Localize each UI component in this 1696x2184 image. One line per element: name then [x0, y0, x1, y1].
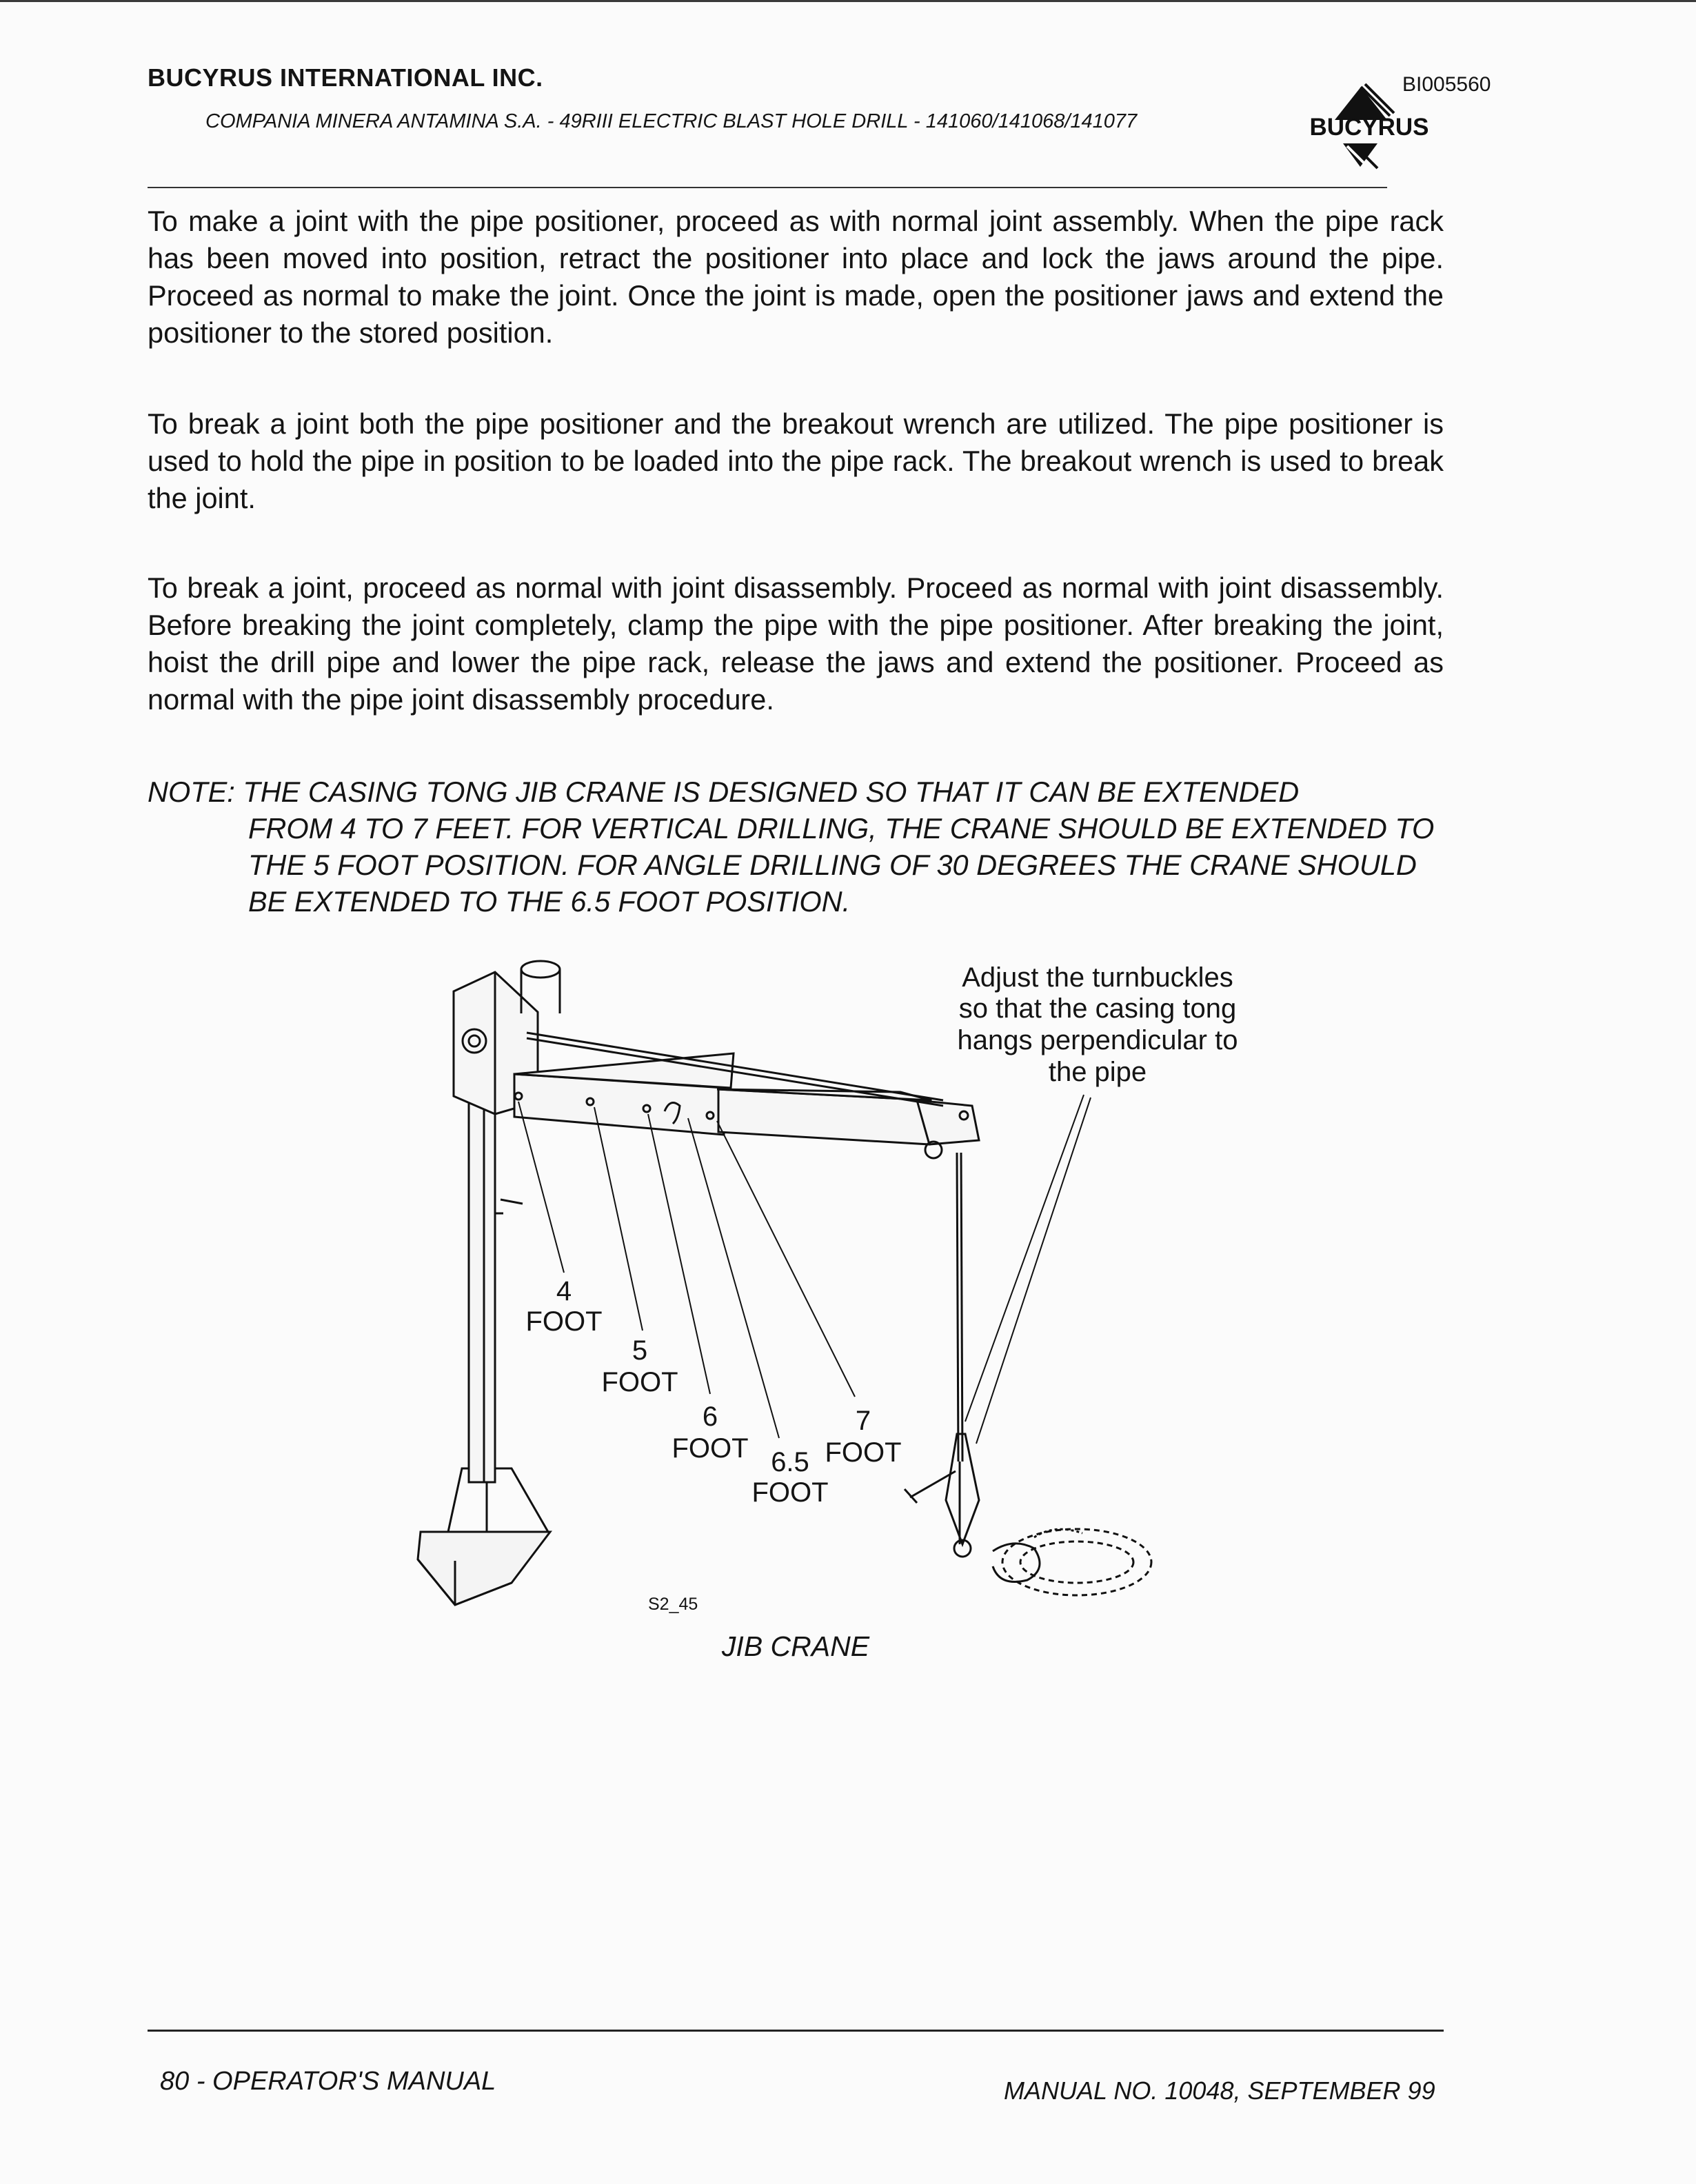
paragraph-break-joint-procedure: To break a joint, proceed as normal with joint disassembly. Proceed as normal with joint disassembly. Before breaking the joint completely, clamp the pipe with the pipe positioner. After breaking the joint, hoist the drill pipe and lower the pipe rack, release the jaws and extend the positioner. Proceed as normal with the pipe joint disassembly procedure.: [148, 572, 1444, 716]
crane-drawing: [418, 961, 1151, 1605]
bucyrus-logo: [1293, 77, 1445, 174]
document-id: BI005560: [1402, 73, 1491, 96]
logo-wordmark: BUCYRUS: [1309, 114, 1429, 141]
figure-caption: JIB CRANE: [721, 1630, 870, 1662]
position-6-5-unit: FOOT: [751, 1477, 829, 1508]
position-6-5-value: 6.5: [771, 1447, 809, 1477]
note-continuation: FROM 4 TO 7 FEET. FOR VERTICAL DRILLING, THE CRANE SHOULD BE EXTENDED TO THE 5 FOOT POSITION. FOR ANGLE DRILLING OF 30 DEGREES THE CRANE SHOULD BE EXTENDED TO THE 6.5 FOOT POSITION.: [248, 812, 1435, 918]
callout-line-2: so that the casing tong: [958, 993, 1237, 1024]
footer-page-label: 80 - OPERATOR'S MANUAL: [160, 2067, 496, 2096]
paragraph-make-joint: To make a joint with the pipe positioner, proceed as with normal joint assembly. When the pipe rack has been moved into position, retract the positioner into place and lock the jaws around the pipe. Proceed as normal to make the joint. Once the joint is made, open the positioner jaws and extend the positioner to the stored position.: [148, 205, 1444, 349]
position-5-unit: FOOT: [601, 1367, 678, 1397]
position-6-unit: FOOT: [672, 1433, 749, 1464]
note-first-line: NOTE: THE CASING TONG JIB CRANE IS DESIGNED SO THAT IT CAN BE EXTENDED: [148, 776, 1300, 808]
header-rule: [148, 187, 1387, 188]
position-6-value: 6: [702, 1402, 718, 1432]
position-5-value: 5: [632, 1335, 648, 1366]
note-block: [148, 774, 1444, 920]
position-7-value: 7: [855, 1406, 871, 1436]
callout-turnbuckles: [958, 962, 1238, 1087]
footer-rule: [148, 2030, 1444, 2032]
position-7-unit: FOOT: [825, 1437, 902, 1468]
footer-manual-number: MANUAL NO. 10048, SEPTEMBER 99: [1004, 2076, 1435, 2105]
document-subtitle: COMPANIA MINERA ANTAMINA S.A. - 49RIII ELECTRIC BLAST HOLE DRILL - 141060/141068/141077: [205, 110, 1138, 132]
position-4-value: 4: [556, 1276, 572, 1306]
paragraph-break-joint-tools: To break a joint both the pipe positioner and the breakout wrench are utilized. The pipe positioner is used to hold the pipe in position to be loaded into the pipe rack. The breakout wrench is used to break the joint.: [148, 407, 1444, 514]
position-labels: [525, 1276, 901, 1508]
callout-line-3: hangs perpendicular to: [957, 1025, 1238, 1055]
callout-line-4: the pipe: [1048, 1057, 1147, 1087]
position-4-unit: FOOT: [525, 1306, 603, 1337]
company-name: BUCYRUS INTERNATIONAL INC.: [148, 63, 543, 92]
jib-crane-figure: [0, 944, 1696, 1668]
callout-line-1: Adjust the turnbuckles: [962, 962, 1233, 993]
top-border-rule: [0, 0, 1696, 2]
figure-id: S2_45: [648, 1595, 698, 1614]
